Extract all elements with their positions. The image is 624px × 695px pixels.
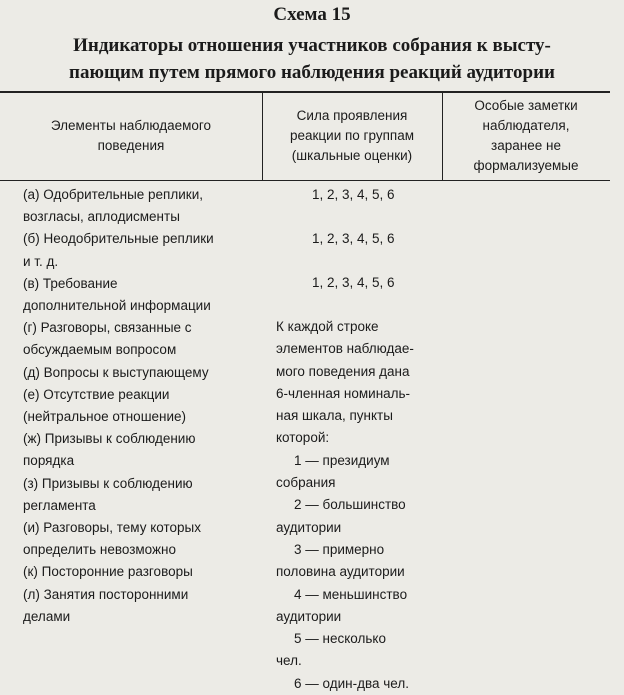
list-item: (а) Одобрительные реплики, возгласы, аплодисменты bbox=[23, 187, 203, 225]
scale-point-1: 1 — президиум bbox=[294, 452, 390, 468]
list-item: (в) Требование дополнительной информации bbox=[23, 275, 211, 314]
heading-line: Индикаторы отношения участников собрания к высту- bbox=[73, 35, 551, 56]
scheme-heading bbox=[0, 32, 624, 86]
column-header-elements: Элементы наблюдаемого поведения bbox=[50, 118, 212, 153]
scale-note: К каждой строке элементов наблюдае- мого поведения дана 6-членная номиналь- ная шкала, пункты которой: 1 — президиум собрания 2 — большинство аудитории 3 — примерно половина аудитории 4 — меньшинство аудитории 5 — несколько чел. 6 — один-два чел. bbox=[276, 316, 436, 695]
list-item: (з) Призывы к соблюдению регламента bbox=[23, 475, 193, 513]
scale-point-4: 4 — меньшинство bbox=[294, 586, 408, 602]
column-header-strength: Сила проявления реакции по группам (шкальные оценки) bbox=[289, 108, 414, 163]
behavior-elements-list bbox=[23, 184, 268, 628]
list-item: (ж) Призывы к соблюдению порядка bbox=[23, 431, 196, 469]
scale-point-5: 5 — несколько bbox=[294, 631, 386, 647]
header-bottom-rule bbox=[0, 180, 610, 181]
list-item: (л) Занятия посторонними делами bbox=[23, 586, 189, 624]
scale-values-c: 1, 2, 3, 4, 5, 6 bbox=[312, 275, 395, 290]
list-item: (и) Разговоры, тему которых определить невозможно bbox=[23, 520, 202, 558]
scale-point-3: 3 — примерно bbox=[294, 541, 385, 557]
column-header-notes: Особые заметки наблюдателя, заранее не формализуемые bbox=[473, 98, 579, 173]
heading-line: пающим путем прямого наблюдения реакций аудитории bbox=[69, 62, 555, 83]
scale-values-b: 1, 2, 3, 4, 5, 6 bbox=[312, 231, 395, 246]
list-item: (к) Посторонние разговоры bbox=[23, 564, 193, 580]
scale-point-6: 6 — один-два чел. bbox=[294, 675, 409, 691]
scale-point-2: 2 — большинство bbox=[294, 497, 406, 513]
list-item: (б) Неодобрительные реплики и т. д. bbox=[23, 231, 214, 269]
scheme-title: Схема 15 bbox=[273, 4, 351, 25]
list-item: (д) Вопросы к выступающему bbox=[23, 364, 209, 380]
list-item: (е) Отсутствие реакции (нейтральное отношение) bbox=[23, 386, 187, 425]
scale-values-a: 1, 2, 3, 4, 5, 6 bbox=[312, 187, 395, 202]
list-item: (г) Разговоры, связанные с обсуждаемым вопросом bbox=[23, 320, 192, 358]
